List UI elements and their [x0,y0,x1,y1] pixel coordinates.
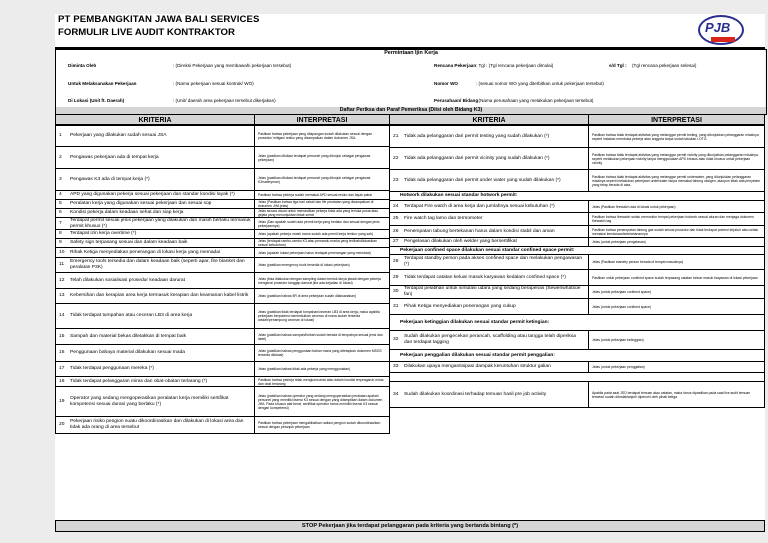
right-interpretation: Jelas (untuk pekerjaan penggalian) [588,361,765,373]
left-interpretation: Jelas (pastikan bahwa 5R di area pekerjaan sudah dilaksanakan) [254,288,390,304]
criterion-number: 27 [393,239,399,245]
right-criterion-row [389,125,589,148]
criterion-number: 9 [59,240,62,246]
work-permit-request [55,49,767,109]
right-interpretation: Jelas (untuk pekerjaan confined space) [588,285,765,299]
criterion-text: Pengelasan dilakukan oleh welder yang bersertifikat [404,239,517,245]
left-criterion-row [55,272,255,289]
criterion-number: 19 [59,398,65,404]
left-criterion-row [55,416,255,434]
criterion-text: Pengawas pekerjaan ada di tempat kerja [70,154,159,160]
criterion-text: Sudah dilakukan koordinasi terhadap temuan hasil pre job activity [404,391,547,397]
criterion-text: Tidak terdapat pelanggaran miras dan obat-obatan terlarang (*) [70,378,208,384]
stop-work-notice: STOP Pekerjaan jika terdapat pelanggaran pada kriteria yang bertanda bintang (*) [55,520,765,532]
criterion-number: 17 [59,366,65,372]
right-criterion-row [389,269,589,286]
wo-label: Nomor WO [434,81,458,86]
logo-bar [711,37,735,42]
left-criterion-row [55,288,255,304]
right-criterion-row [389,285,589,299]
left-interpretation: Pastikan bahwa pekerjaan yang dilapangan sudah dilakukan sesuai dengan prosedur/ mitigasi resiko yang disampaikan dalam dokumen JSA. [254,125,390,147]
left-kriteria-header: KRITERIA [55,114,255,125]
right-interpretation: Jelas (untuk pekerjaan pengelasan) [588,237,765,247]
criterion-number: 26 [393,228,399,234]
criterion-number: 24 [393,203,399,209]
criterion-text: Terdapat Fire watch di area kerja dan jumlahnya sesuai kebutuhan (*) [404,203,555,209]
right-criterion-row [389,212,589,226]
untuk-label: Untuk Melaksanakan Pekerjaan [68,81,137,86]
left-interpretation: Jelas (Dan apakah sudah ada permit kerja yang berlaku dan sesuai dengan jenis pekerjaannya) [254,217,390,230]
criterion-number: 29 [393,274,399,280]
lokasi-label: Di Lokasi (Unit ft. Daerah) [68,98,125,103]
untuk-value: : (Nama pekerjaan sesuai kontrak/ WO) [173,81,254,86]
criterion-number: 4 [59,192,62,198]
rencana-label: Rencana Pekerjaan [434,63,477,68]
criterion-text: Kondisi pekerja dalam keadaan sehat dan siap kerja [70,210,184,216]
criterion-number: 23 [393,177,399,183]
lokasi-value: : (Unit/ daerah area pekerjaan tersebut dikerjakan) [173,98,276,103]
right-interpretation: Pastikan bahwa tidak terdapat aktivitas yang melanggar permit testing, yang ditunjukkan pelanggaran misalnya seperti instalasi membuka pekerja atau anggota tanpa sudah lakukan LOTO. [588,125,765,148]
left-criterion-row [55,125,255,147]
criterion-number: 30 [393,289,399,295]
criterion-text: Pihak Ketiga menyediakan penerangan yang cukup [404,303,516,309]
criterion-text: Tidak ada pelanggaran dari permit under water yang sudah dilakukan (*) [404,177,561,183]
criterion-number: 34 [393,391,399,397]
left-interpretation: Jelas (pastikan bahwa penggunaan bahan mana yang ditetapkan dokumen MSDS tersedia dilokasi) [254,344,390,362]
left-interpretation: Jelas (pastikan tidak terdapat tumpahan/ceceran LB3 di area kerja, maka apabila pekerjaan berpotensi menimbulkan ceceran di mana sudah tersedia wadah/penampung ceceran di lokasi) [254,303,390,329]
criterion-number: 33 [393,364,399,370]
criterion-number: 18 [59,378,65,384]
diminta-value: : (Direksi Pekerjaan yang membawahi pekerjaan tersebut) [173,63,292,68]
right-criterion-row [389,330,589,350]
criterion-number: 11 [59,262,65,268]
left-interpretation: Jelas (pastikan bahwa operator yang sedang mengoperasikan peralatan apakah personel yang memiliki lisensi K3 sesuai dengan yang ditampilkan dalam dokumen JHA. Pada khusus alat berat, sertifikat operator harus memiliki lisensi K3 sesuai dengan kompetensi) [254,386,390,417]
criterion-text: APD yang digunakan pekerja sesuai pekerjaan dan standar kondisi layak (*) [70,192,235,198]
wo-value: : (sesuai nomor WO yang diterbitkan untuk pekerjaan tersebut) [476,81,604,86]
criterion-text: Tidak terdapat tumpahan atau ceceran LB3 di area kerja [70,313,193,319]
right-interpretasi-header: INTERPRETASI [588,114,765,125]
left-criterion-row [55,146,255,169]
right-interpretation: Jelas (Pastikan firewatch ada di lokasi untuk pekerjaan) [588,200,765,213]
criterion-text: Safety sign terpasang sesuai dan dalam keadaan baik [70,240,188,246]
left-interpretation: Pastikan bahwa pekerjaan mengakibatkan radiasi pengion sudah dikoordinasikan sesuai dengan petunjuk pekerjaan [254,416,390,434]
right-criterion-row [389,298,589,315]
criterion-number: 3 [59,176,62,182]
criterion-text: Tidak ada pelanggaran dari permit testing yang sudah dilakukan (*) [404,133,550,139]
left-criterion-row [55,328,255,345]
criterion-text: Kebersihan dan kerapian area kerja termasuk kerapian dan keamanan kabel listrik [70,293,249,299]
checklist-grid [55,125,765,522]
criterion-number: 32 [393,337,399,343]
right-interpretation: Pastikan bahwa tidak terdapat aktivitas yang melanggar permit underwater, yang ditunjukkan pelanggaran misalnya seperti melakukan pekerjaan underwater tanpa memakai tabung oksigen, ataupun tidak ada penyelam yang tetap berada di atas. [588,169,765,192]
criterion-number: 10 [59,249,65,255]
criterion-number: 8 [59,231,62,237]
checklist-section-title: Daftar Periksa dan Paraf Pemeriksa (Diisi oleh Bidang K3) [55,107,767,115]
criterion-text: Penggunaan bahaya material dilakukan sesuai mada [70,350,186,356]
criterion-text: Tidak terdapat catatan keluar masuk karyawan kedalam confined space (*) [404,274,566,280]
criterion-number: 12 [59,277,65,283]
left-criterion-row [55,361,255,377]
criterion-number: 28 [393,259,399,265]
criterion-number: 20 [59,422,65,428]
criterion-text: Tidak terdapat penggunaan mereka (*) [70,366,154,372]
right-interpretation: Pastikan untuk pekerjaan confined space sudah terpasang catatan keluar masuk karyawan di lokasi pekerjaan [588,269,765,286]
criterion-text: Penempatan tabung bertekanan harus dalam kondisi stabil dan aman [404,228,555,234]
left-interpretasi-header: INTERPRETASI [254,114,390,125]
sd-value: (Tgl rencana pekerjaan selesai) [632,63,697,68]
criterion-number: 31 [393,303,399,309]
left-interpretation: Jelas (pastikan emergency tools tersedia di lokasi pekerjaan) [254,257,390,273]
criterion-text: Pengawas K3 ada di tempat kerja (*) [70,176,150,182]
criterion-number: 14 [59,313,65,319]
criterion-number: 13 [59,293,65,299]
rencana-value: : Tgl : (Tgl rencana pekerjaan dimulai) [476,63,554,68]
criterion-number: 25 [393,216,399,222]
left-interpretation: Jelas (bisa dilakukan dengan sampling dalam bentuk tanya jawab dengan pekerja mengenai prosedur tanggap darurat jika ada kejadian di lokasi) [254,272,390,289]
perusahaan-label: Perusahaan/ Bidang [434,98,479,103]
audit-form [55,14,765,532]
criterion-text: Terdapat standby person pada akses confined space dan melakukan pengawasan (*) [404,256,583,267]
left-criterion-row [55,303,255,329]
criterion-number: 22 [393,155,399,161]
right-criterion-row [389,254,589,270]
left-criterion-row [55,386,255,417]
criterion-number: 7 [59,220,62,226]
left-criterion-row [55,168,255,191]
form-header [55,14,765,49]
left-interpretation: Jelas (apakah pekerja masih harus sudah ada permit kerja lembur yang sah) [254,229,390,239]
criterion-text: Pekerjaan yang dilakukan sudah sesuai JSA [70,133,167,139]
left-interpretation: Jelas (pastikan bahwa tidak ada pekerja yang menggunakan) [254,361,390,377]
company-name: PT PEMBANGKITAN JAWA BALI SERVICES [58,14,260,25]
left-interpretation: Pastikan bahwa pekerja sudah memakai APD sesuai resiko dan layak pakai [254,190,390,200]
form-title: FORMULIR LIVE AUDIT KONTRAKTOR [58,27,235,38]
pjb-logo [691,15,751,45]
criterion-text: Sampah dan material bekas diletakkan di tempat baik [70,333,187,339]
right-interpretation: Pastikan bahwa firewatch selalu memonitor tempat pekerjaan hotwork sesuai aturan dan menjaga dokumen firewatch tag [588,212,765,226]
left-interpretation: Jelas (pastikan dilokasi terdapat personel yang ditunjuk sebagai pengawas K3/safetyman) [254,168,390,191]
right-criterion-row [389,147,589,170]
right-subsection-heading: Pekerjaan penggalian dilakukan sesuai standar permit penggalian: [389,349,765,362]
criterion-number: 15 [59,333,65,339]
criterion-text: Terdapat izin kerja overtime (*) [70,231,137,237]
left-interpretation: Jelas (pastikan bahwa sampah/limbah sudah berada di tempatnya sesuai jenis dan label) [254,328,390,345]
left-interpretation: Jelas secara visual untuk memastikan pekerja tidak ada yang terluka pusat atau gejala yang menunjukkan tidak sehat [254,208,390,218]
right-kriteria-header: KRITERIA [389,114,589,125]
criterion-text: Emergency tools tersedia dan dalam keadaan baik (seperti apar, fire blanket dan peralatan P3K) [70,259,245,270]
left-criterion-row [55,344,255,362]
left-interpretation: Jelas (Pastikan bahwa tiga hari sekali dan file peralatan yang disampaikan di dokumen JHA jelas) [254,199,390,209]
left-interpretation: Jelas (terdapat rambu-rambu K3 atau pemandu marka yang terlihat/dilokasikan sesuai kebutuhan) [254,238,390,248]
criterion-text: Terdapat pelatihan untuk simulasi udara yang sedang berapenas (Sewenwhatsoe fan) [404,286,581,297]
diminta-label: Diminta Oleh [68,63,97,68]
left-interpretation: Jelas (pastikan dilokasi terdapat personel yang ditunjuk sebagai pengawas pekerjaan) [254,146,390,169]
right-subsection-heading: Pekerjaan ketinggian dilakukan sesuai standar permit ketingian: [389,314,765,331]
criterion-text: Fire watch tag lamo dan termometer [404,216,483,222]
criterion-text: Dilakukan upaya mengantisipasi dampak keruntuhan struktur galian [404,364,551,370]
criterion-text: Telah dilakukan sosialisasi prosedur keadaan darurat [70,277,185,283]
right-criterion-row [389,381,589,408]
criterion-number: 21 [393,133,399,139]
logo-text: PJB [705,20,731,35]
criterion-text: Tidak ada pelanggaran dari permit vicinity yang sudah dilakukan (*) [404,155,550,161]
criterion-number: 5 [59,201,62,207]
criterion-text: Peralatan kerja yang digunakan sesuai pekerjaan dan sesuai sop [70,201,212,207]
right-interpretation: Apabila pada saat JSO terdapat temuan atau catatan, maka harus dipastikan pada saat live audit temuan tersebut sudah ditindaklanjuti/ dipenuhi oleh pihak ketiga [588,381,765,408]
perusahaan-value: : (Nama perusahaan yang melakukan pekerjaan tersebut) [476,98,594,103]
left-interpretation: Pastikan bahwa pekerja tidak mengkonsumsi atau dalam kondisi terpengaruh miras dan obat terlarang [254,376,390,387]
right-interpretation: Jelas (untuk pekerjaan ketinggian) [588,330,765,350]
info-title: Permintaan Ijin Kerja [384,50,438,56]
left-interpretation: Jelas (apakah lokasi pekerjaan harus terdapat penerangan yang memadai) [254,247,390,258]
right-subsection-heading: Hotwork dilakukan sesuai standar hotwork permit: [389,191,765,201]
right-criterion-row [389,169,589,192]
criterion-text: Rihak Ketiga menyediakan penerangan di lokasi kerja yang memadai [70,249,221,255]
right-interpretation: Jelas (untuk pekerjaan confined space) [588,298,765,315]
criterion-text: Pekerjaan risiko pengion suatu dikoordinasikan dan dilakukan di lokasi area dan tidak ada orang di area tersebut [70,419,244,430]
right-interpretation: Jelas (Pastikan standby person berada di tempat masuknya) [588,254,765,270]
criterion-number: 1 [59,133,62,139]
left-criterion-row [55,257,255,273]
criterion-number: 2 [59,154,62,160]
criterion-number: 6 [59,210,62,216]
sd-label: s/d Tgl : [609,63,627,68]
criterion-text: Operator yang sedang mengoperasikan peralatan kerja memiliki sertifikat kompetensi sesuai durasi yang berlaku (*) [70,395,229,407]
right-subsection-heading: Pekerjaan confined space dilakukan sesuai standar confined space permit: [389,246,765,255]
right-interpretation: Pastikan bahwa tidak terdapat aktivitas yang melanggar permit vicinity yang ditunjukkan pelanggaran misalnya seperti melakukan pekerjaan vicinity tanpa menggunakan APD khusus atau tidak khusus untuk pekerjaan vicinity [588,147,765,170]
criterion-text: Sudah dilakukan pengecekan perancah, scaffolding atau tangga telah diperiksa dan terdapat tagging [404,334,577,345]
criterion-number: 16 [59,350,65,356]
right-interpretation: Pastikan bahwa penempatan tabung gas sudah sesuai prosedur dan tidak terdapat potensi terjatuh atau selalu memakai kendaraan/ketelahanannya [588,225,765,238]
criterion-text: Terdapat permit sesuai jenis pekerjaan yang dilakukan dan masih berlaku termasuk permit khusus (*) [70,217,251,229]
